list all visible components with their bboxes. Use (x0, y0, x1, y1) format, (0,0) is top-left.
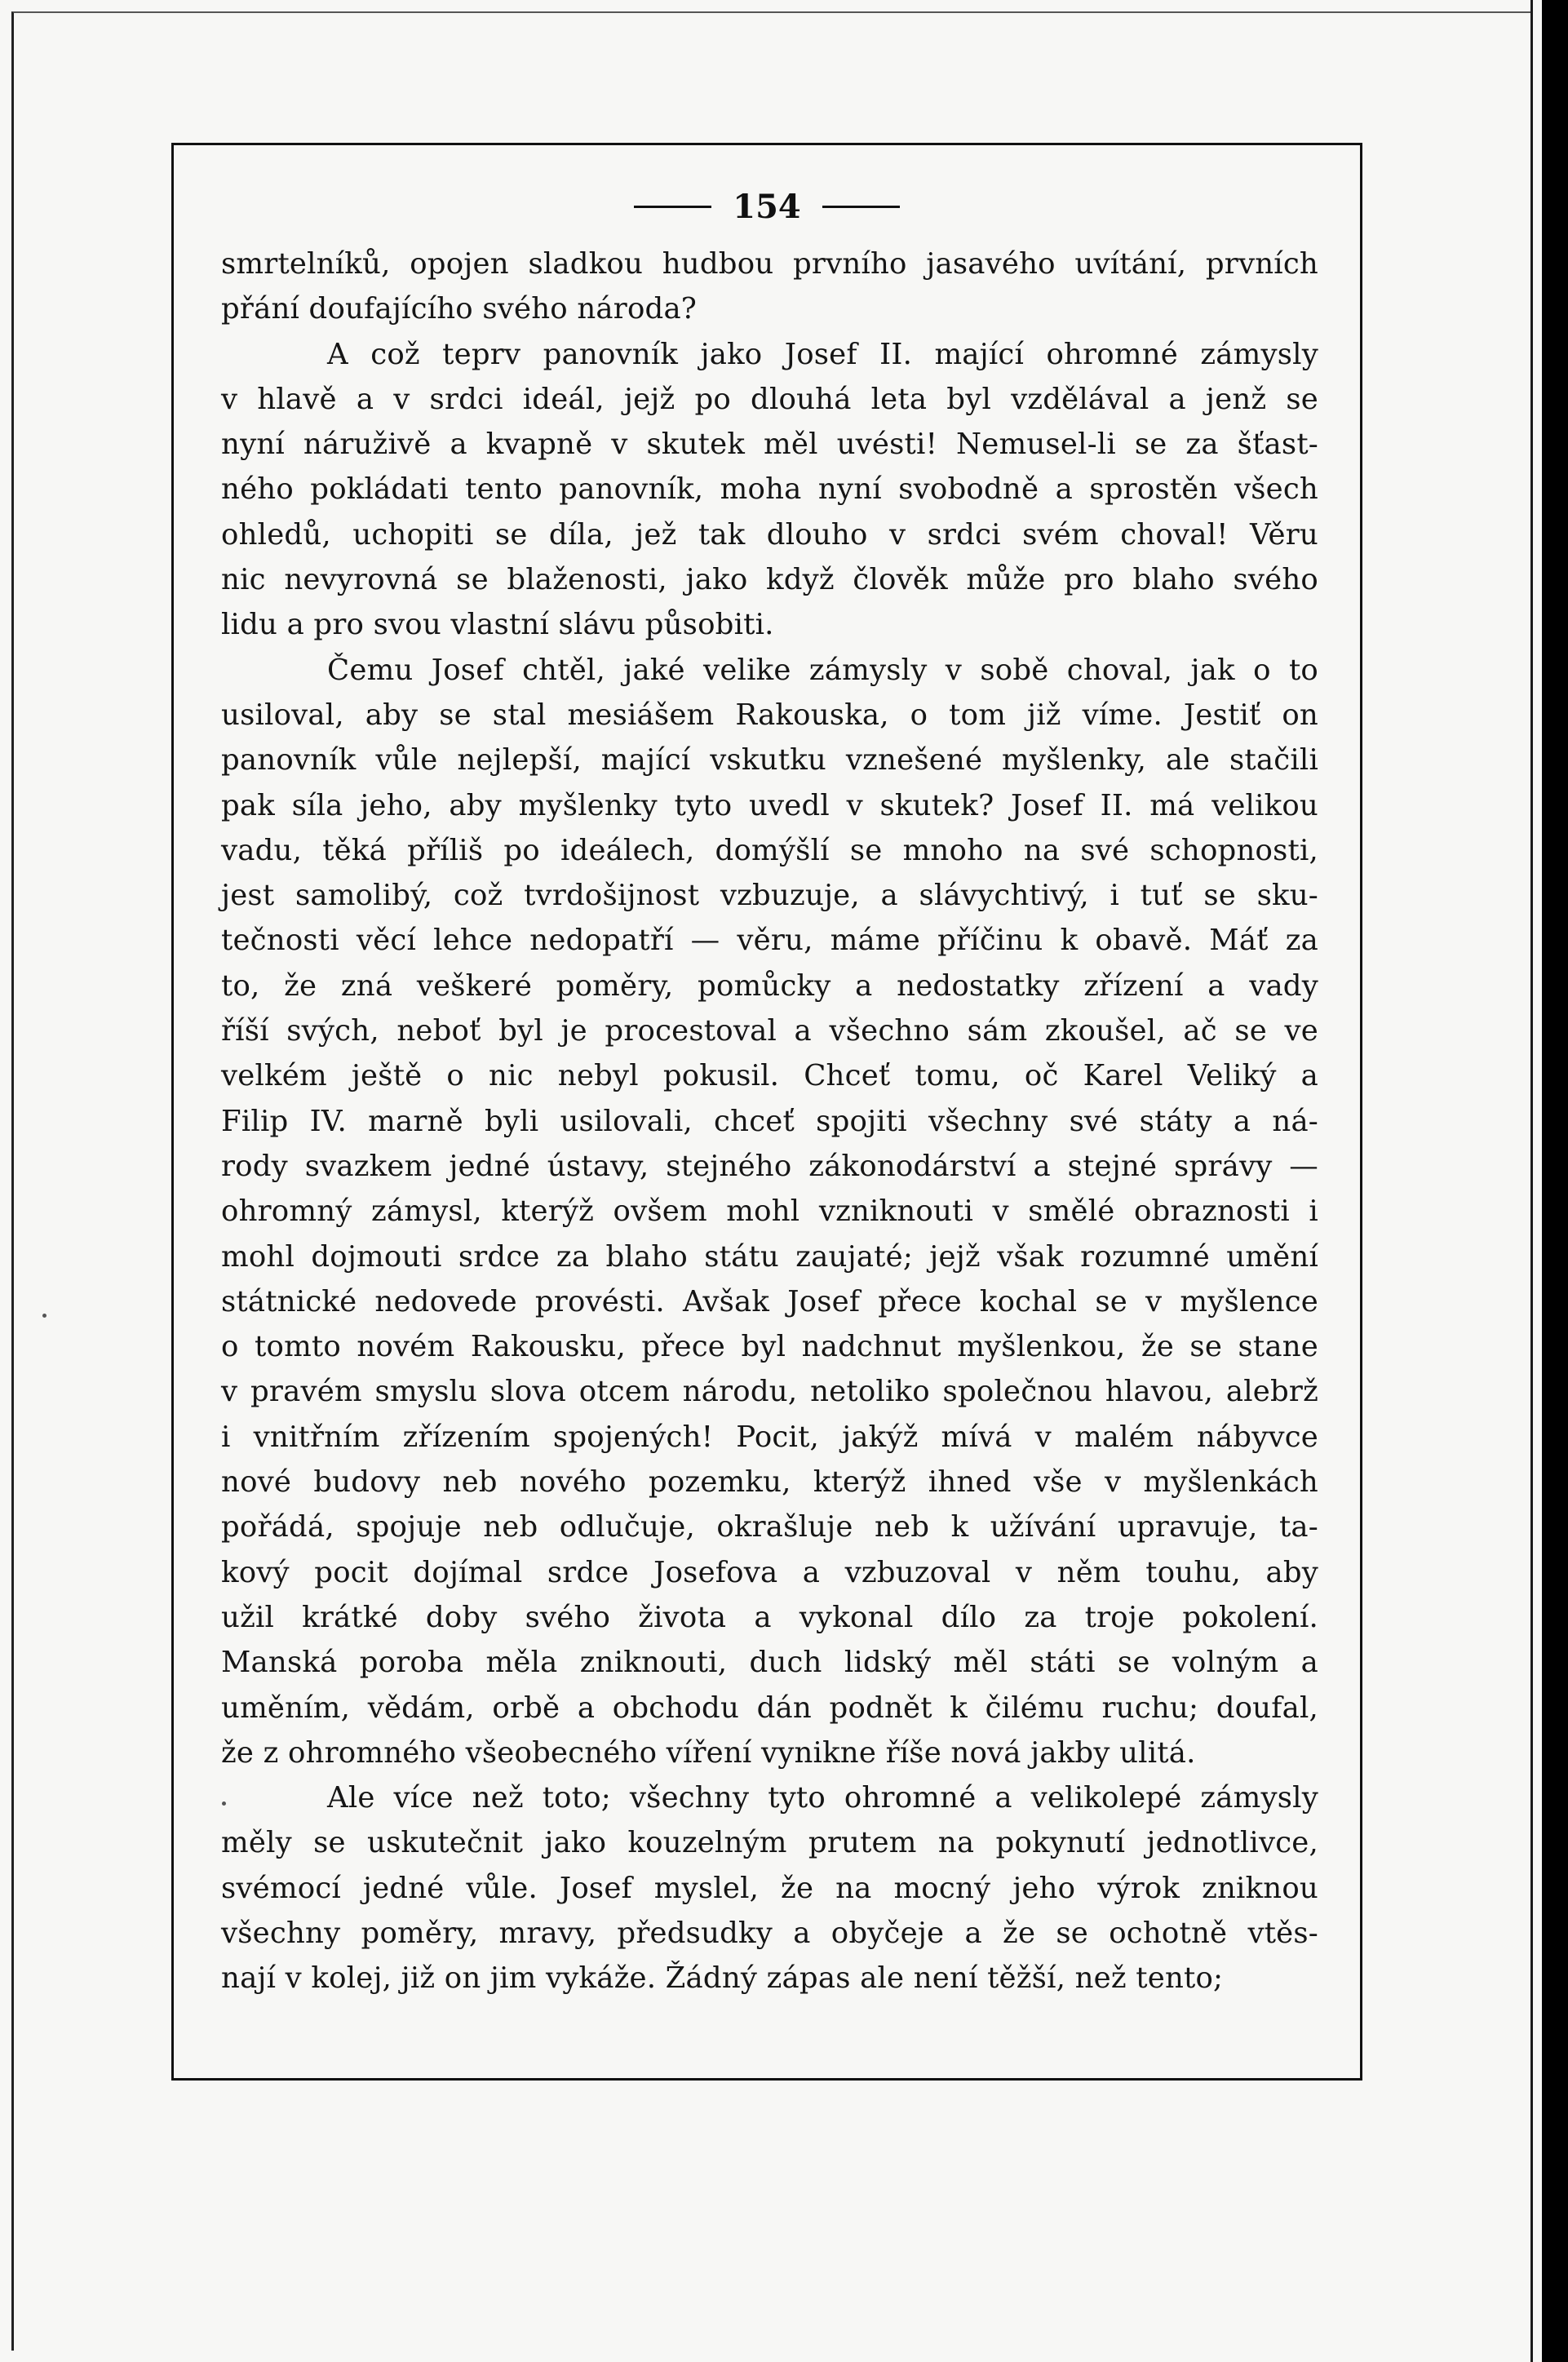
text-line: říší svých, neboť byl je procestoval a všechno sám zkoušel, ač se ve (221, 1014, 1318, 1048)
text-line: lidu a pro svou vlastní slávu působiti. (221, 608, 774, 642)
text-line: o tomto novém Rakousku, přece byl nadchnut myšlenkou, že se stane (221, 1330, 1318, 1364)
text-line: tečnosti věcí lehce nedopatří — věru, máme příčinu k obavě. Máť za (221, 924, 1318, 958)
text-line: státnické nedovede provésti. Avšak Josef přece kochal se v myšlence (221, 1284, 1318, 1318)
text-line: usiloval, aby se stal mesiášem Rakouska, o tom již víme. Jestiť on (221, 698, 1318, 732)
page-binding-edge (1530, 0, 1533, 2362)
text-line: nají v kolej, již on jim vykáže. Žádný zápas ale není těžší, než tento; (221, 1961, 1224, 1996)
text-line: nyní náruživě a kvapně v skutek měl uvésti! Nemusel-li se za šťast- (221, 428, 1318, 462)
page-header (174, 182, 1360, 231)
text-line: užil krátké doby svého života a vykonal dílo za troje pokolení. (221, 1600, 1318, 1634)
text-line: to, že zná veškeré poměry, pomůcky a nedostatky zřízení a vady (221, 968, 1318, 1003)
text-line: jest samolibý, což tvrdošijnost vzbuzuje, a slávychtivý, i tuť se sku- (221, 879, 1318, 913)
body-text (221, 242, 1318, 2001)
text-line: všechny poměry, mravy, předsudky a obyčeje a že se ochotně vtěs- (221, 1916, 1318, 1950)
text-line: mohl dojmouti srdce za blaho státu zaujaté; jejž však rozumné umění (221, 1239, 1318, 1274)
text-line: ohledů, uchopiti se díla, jež tak dlouho v srdci svém choval! Věru (221, 517, 1318, 552)
header-rule-right (822, 206, 900, 208)
text-line: Manská poroba měla zniknouti, duch lidský měl státi se volným a (221, 1646, 1318, 1680)
paragraph (221, 242, 1318, 332)
text-line: v hlavě a v srdci ideál, jejž po dlouhá leta byl vzdělával a jenž se (221, 382, 1318, 416)
text-line: velkém ještě o nic nebyl pokusil. Chceť tomu, oč Karel Veliký a (221, 1059, 1318, 1093)
text-line: pořádá, spojuje neb odlučuje, okrašluje neb k užívání upravuje, ta- (221, 1510, 1318, 1544)
text-line: přání doufajícího svého národa? (221, 292, 698, 326)
paper-speck (42, 1314, 47, 1318)
text-line: měly se uskutečnit jako kouzelným prutem na pokynutí jednotlivce, (221, 1826, 1318, 1860)
text-line: ohromný zámysl, kterýž ovšem mohl vzniknouti v smělé obraznosti i (221, 1194, 1318, 1229)
text-line: i vnitřním zřízením spojených! Pocit, jakýž mívá v malém nábyvce (221, 1420, 1318, 1454)
text-line: nic nevyrovná se blaženosti, jako když člověk může pro blaho svého (221, 563, 1318, 597)
text-line: smrtelníků, opojen sladkou hudbou prvního jasavého uvítání, prvních (221, 247, 1318, 281)
text-line: nové budovy neb nového pozemku, kterýž ihned vše v myšlenkách (221, 1465, 1318, 1500)
paper-speck (222, 1801, 226, 1806)
text-line: vadu, těká příliš po ideálech, domýšlí se mnoho na své schopnosti, (221, 833, 1318, 867)
text-line: Ale více než toto; všechny tyto ohromné a velikolepé zámysly (327, 1781, 1318, 1815)
text-line: pak síla jeho, aby myšlenky tyto uvedl v skutek? Josef II. má velikou (221, 788, 1318, 822)
page-number: 154 (733, 187, 801, 226)
text-line: A což teprv panovník jako Josef II. mající ohromné zámysly (327, 337, 1318, 371)
text-line: v pravém smyslu slova otcem národu, netoliko společnou hlavou, alebrž (221, 1375, 1318, 1409)
text-line: Čemu Josef chtěl, jaké velike zámysly v sobě choval, jak o to (327, 653, 1318, 687)
text-line: panovník vůle nejlepší, mající vskutku vznešené myšlenky, ale stačili (221, 743, 1318, 778)
text-line: uměním, vědám, orbě a obchodu dán podnět k čilému ruchu; doufal, (221, 1691, 1318, 1725)
text-line: ného pokládati tento panovník, moha nyní svobodně a sprostěn všech (221, 472, 1318, 507)
text-line: že z ohromného všeobecného víření vynikne říše nová jakby ulitá. (221, 1735, 1196, 1770)
text-frame (171, 143, 1362, 2081)
text-line: kový pocit dojímal srdce Josefova a vzbuzoval v něm touhu, aby (221, 1555, 1318, 1589)
header-rule-left (634, 206, 711, 208)
paragraph (221, 1775, 1318, 2001)
text-line: rody svazkem jedné ústavy, stejného zákonodárství a stejné správy — (221, 1149, 1318, 1183)
paragraph (221, 648, 1318, 1775)
text-line: svémocí jedné vůle. Josef myslel, že na mocný jeho výrok zniknou (221, 1871, 1318, 1905)
paragraph (221, 332, 1318, 648)
text-line: Filip IV. marně byli usilovali, chceť spojiti všechny své státy a ná- (221, 1104, 1318, 1138)
